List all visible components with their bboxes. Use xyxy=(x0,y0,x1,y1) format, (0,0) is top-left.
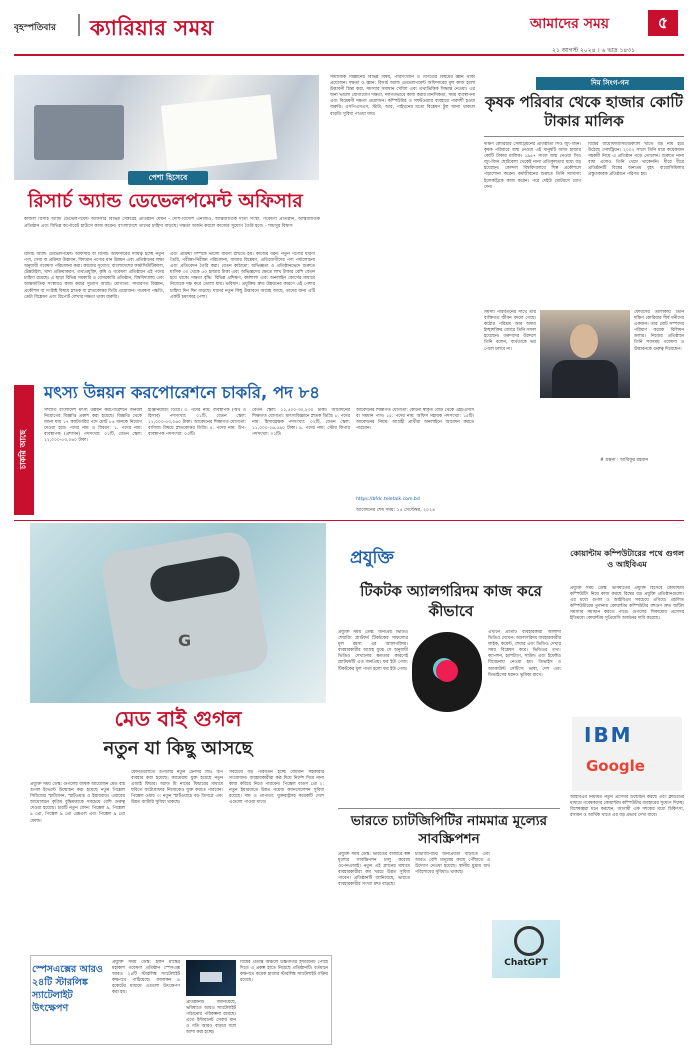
header-day: বৃহস্পতিবার xyxy=(14,23,56,33)
dimsing-col3: সমস্যা পরিবর্তনের সাথে তার ব্যক্তিগত জীবন বদলে গেছে। কঠোর পরিশ্রম আর অদম্য ইচ্ছাশক্তির জোরে তিনি সফল হয়েছেন। তরুণদের উদ্দেশে তিনি বলেন, ব্যর্থতাকে ভয় পেলে চলবে না। xyxy=(484,310,536,352)
tiktok-note-icon xyxy=(436,660,458,682)
dimsing-col1: দক্ষিণ কোরিয়ার সেলট্রিয়নের প্রতিষ্ঠাতা সিও জুং-জিন। কৃষক পরিবারে জন্ম নেওয়া এই মানুষটি আজ হাজার কোটি টাকার মালিক। ১৯৫৭ সালে জন্ম নেওয়া সিও জুং-জিন ছোটবেলা থেকেই নানা প্রতিকূলতার মধ্যে বড় হয়েছেন। কোন্দল বিশ্ববিদ্যালয়ে শিল্প প্রকৌশলে পড়াশোনা করেন। কর্মজীবনের শুরুতে তিনি স্যামসাং ইলেকট্রিকে কাজ করেন। পরে দেইউ মোটরসে যোগ দেন। xyxy=(484,142,581,190)
header-rule xyxy=(14,54,684,56)
chatgpt-logo-text: ChatGPT xyxy=(504,958,548,968)
page-number: ৫ xyxy=(648,10,678,36)
google-g-icon: G xyxy=(178,631,192,650)
starlink-col2: বিশ্বের প্রত্যন্ত অঞ্চলে উচ্চগতির ইন্টারনেট পৌঁছে দিতে এ প্রকল্প হাতে নিয়েছে প্রতিষ্ঠানটি। বর্তমানে কক্ষপথে কয়েক হাজার স্টারলিঙ্ক স্যাটেলাইট সক্রিয় রয়েছে। xyxy=(240,960,328,984)
tiktok-image xyxy=(412,632,482,712)
tiktok-headline: টিকটক অ্যালগরিদম কাজ করে কীভাবে xyxy=(360,582,542,620)
dimsing-footer xyxy=(484,400,684,460)
phone-shape xyxy=(99,529,271,693)
section-title: ক্যারিয়ার সময় xyxy=(90,16,214,40)
quantum-image xyxy=(572,717,682,791)
satellite-icon xyxy=(200,972,222,982)
mbg-col3: সবচেয়ে বড় পরিবর্তন হচ্ছে জেমিনি সহকারীর সংযোজন। ব্যবহারকারীরা কণ্ঠ দিয়ে নির্দেশ দিয়ে নানা কাজ করিয়ে নিতে পারবেন। পিক্সেল বাডস প্রো ২: নতুন ইয়ারবাডে উন্নত নয়েজ ক্যানসেলেশন সুবিধা রয়েছে। দাম ও প্রাপ্যতা: যুক্তরাষ্ট্রসহ কয়েকটি দেশে এগুলো পাওয়া যাবে। xyxy=(229,770,324,806)
portrait-face xyxy=(570,324,598,358)
quantum-col2: আইবিএম নিয়মিত নতুন প্রসেসর উন্মোচন করছে এবং ক্লাউডের মাধ্যমে গবেষকদের কোয়ান্টাম কম্পিউটার ব্যবহারের সুযোগ দিচ্ছে। বিশেষজ্ঞরা মনে করছেন, আগামী এক দশকের মধ্যে চিকিৎসা, রসায়ন ও আর্থিক খাতে এর বড় প্রভাব দেখা যাবে। xyxy=(570,795,684,819)
tiktok-col1: প্রযুক্তি সময় ডেস্ক: জনপ্রিয় ভিডিও শেয়ারিং প্ল্যাটফর্ম টিকটকের সাফল্যের মূল রহস্য এর অ্যালগরিদম। ব্যবহারকারীর আগ্রহ বুঝে সে অনুযায়ী ভিডিও দেখানোর ক্ষমতার কারণেই প্ল্যাটফর্মটি এত জনপ্রিয়। ফর ইউ পেজ: টিকটকের মূল পাতা হলো ফর ইউ পেজ। xyxy=(338,630,408,672)
starlink-image xyxy=(186,960,236,996)
chatgpt-rule xyxy=(338,808,560,809)
jobs-col3: বেতন স্কেল: ১২,৫০০-৩০,২৩০ টাকা। আবেদনের শিক্ষাগত যোগ্যতা: মাৎস্যবিজ্ঞানে স্নাতক ডিগ্রি। ৮. পদের নাম: হিসাবরক্ষক পদসংখ্যা: ০২টি, বেতন স্কেল: ১১,০০০-২৬,৫৯০ টাকা। ৯. পদের নাম: স্টোর কিপার পদসংখ্যা: ০১টি। xyxy=(252,408,350,438)
brand-logo xyxy=(530,12,642,34)
dimsing-photo xyxy=(540,310,630,398)
tiktok-col2: এখানে প্রতিটি ব্যবহারকারী আলাদা ভিডিও দেখেন। অ্যালগরিদম ব্যবহারকারীর লাইক, কমেন্ট, শেয়ার এবং ভিডিও দেখার সময় বিশ্লেষণ করে। ভিডিওর তথ্য: ক্যাপশন, হ্যাশট্যাগ, সাউন্ড এবং ইফেক্টও বিবেচনায় নেওয়া হয়। ডিভাইস ও অ্যাকাউন্ট সেটিংস: ভাষা, দেশ এবং ডিভাইসের ধরনও ভূমিকা রাখে। xyxy=(488,630,561,678)
jobs-col1: সম্প্রতি বাংলাদেশ মৎস্য উন্নয়ন করপোরেশনে জনবল নিয়োগের বিজ্ঞপ্তি প্রকাশ করা হয়েছে। বিজ্ঞপ্তি থেকে জানা যায় ১৭ ক্যাটাগরির পদে মোট ৮৪ জনকে নিয়োগ দেওয়া হবে। পদের নাম ও বিবরণ: ১. পদের নাম: ব্যবস্থাপক (প্রশাসন) পদসংখ্যা: ০১টি, বেতন স্কেল: ২২,০০০-৫৩,০৬০ টাকা। xyxy=(44,408,142,444)
pixel-photo xyxy=(30,523,326,703)
dimsing-col4: ফোর্বসের তালিকায় তিনি দক্ষিণ কোরিয়ার শীর্ষ ধনীদের একজন। তার মোট সম্পদের পরিমাণ কয়েক বিলিয়ন ডলার। নিজের প্রতিষ্ঠানে তিনি সবসময় গবেষণা ও উদ্ভাবনকে গুরুত্ব দিয়েছেন। xyxy=(634,310,684,352)
research-photo xyxy=(14,75,319,180)
starlink-headline: স্পেসএক্সের আরও ২৪টি স্টারলিঙ্ক স্যাটেলাইট উৎক্ষেপণ xyxy=(32,964,103,1014)
chatgpt-logo xyxy=(492,920,560,978)
brand-name: আমাদের সময় xyxy=(530,16,609,32)
portrait-suit xyxy=(552,360,618,398)
mbg-headline1: মেড বাই গুগল xyxy=(114,707,242,731)
research-col2: এবং প্রক্রিয়া সম্পর্কে ভালো ধারণা রাখতে হয়। কাজের ধরন: নতুন পণ্যের ধারণা তৈরি, পরীক্ষা-নিরীক্ষা পরিচালনা, বাজার বিশ্লেষণ, প্রতিযোগীদের পণ্য পর্যালোচনা এবং প্রতিবেদন তৈরি করা। বেতন কাঠামো: অভিজ্ঞতা ও প্রতিষ্ঠানভেদে শুরুতে মাসিক ৩০ থেকে ৫০ হাজার টাকা এবং অভিজ্ঞদের ক্ষেত্রে লাখ টাকার বেশি বেতন হয়ে থাকে। দক্ষতা বৃদ্ধি: বিভিন্ন প্রশিক্ষণ, কর্মশালা এবং অনলাইন কোর্সের মাধ্যমে নিজেকে দক্ষ করে তোলা যায়। ভবিষ্যৎ: প্রযুক্তির দ্রুত উন্নয়নের কারণে এই পেশার চাহিদা দিন দিন বাড়ছে। যাদের নতুন কিছু উদ্ভাবনে আগ্রহ আছে, তাদের জন্য এটি একটি চমৎকার পেশা। xyxy=(170,252,315,300)
dimsing-rule xyxy=(484,136,684,137)
tech-section: প্রযুক্তি xyxy=(350,548,394,568)
chatgpt-col3 xyxy=(415,980,560,1042)
quantum-headline: কোয়ান্টাম কম্পিউটারের পথে গুগল ও আইবিএম xyxy=(570,549,684,569)
mbg-col1: প্রযুক্তি সময় ডেস্ক: গুগলের বার্ষিক আয়োজন মেড বাই গুগল ইভেন্টে উন্মোচন করা হয়েছে নতুন পিক্সেল সিরিজের স্মার্টফোন, স্মার্টওয়াচ ও ইয়ারবাড। এবারের আয়োজনে কৃত্রিম বুদ্ধিমত্তাকে সবচেয়ে বেশি গুরুত্ব দেওয়া হয়েছে। চারটি নতুন ফোন: পিক্সেল ৯, পিক্সেল ৯ প্রো, পিক্সেল ৯ প্রো এক্সএল এবং পিক্সেল ৯ প্রো ফোল্ড। xyxy=(30,782,125,824)
research-tag: পেশা হিসেবে xyxy=(128,171,208,185)
research-col3: সামাজিক বিজ্ঞানের বিভিন্ন বিষয়, পরিসংখ্যান ও গণিতের বিষয়ের জ্ঞান থাকা প্রয়োজন। দক্ষতা ও জ্ঞান: রিসার্চ অ্যান্ড ডেভেলপমেন্ট অফিসারের মূল কাজ হলো উদ্ভাবনী চিন্তা করা, সমস্যার সমাধান খোঁজা এবং তথ্যভিত্তিক সিদ্ধান্ত নেওয়া। এর জন্য ভালো যোগাযোগ দক্ষতা, দলগতভাবে কাজ করার মানসিকতা, সময় ব্যবস্থাপনা এবং বিশ্লেষণী দক্ষতা প্রয়োজন। কম্পিউটার ও সফটওয়্যার ব্যবহারে পারদর্শী হওয়া জরুরি। এসপিএসএস, স্টাটা, আর, পাইথনের মতো বিশ্লেষণ টুল জানা থাকলে বাড়তি সুবিধা পাওয়া যায়। xyxy=(330,75,475,117)
header-divider xyxy=(78,14,80,36)
jobs-deadline: আবেদনের শেষ সময়: ১৫ সেপ্টেম্বর, ২০২৪ xyxy=(356,508,436,513)
dimsing-col2: বিশ্বের বায়োফার্মাসিউটিক্যাল খাতে বড় নাম হয়ে উঠেছে সেলট্রিয়ন। ২০০২ সালে তিনি মাত্র কয়েকজন সহকর্মী নিয়ে এ প্রতিষ্ঠান গড়ে তোলেন। শুরুতে নানা বাধা এলেও তিনি থেমে থাকেননি। ধীরে ধীরে প্রতিষ্ঠানটি বিশ্বের অন্যতম বৃহৎ বায়োসিমিলার প্রস্তুতকারক প্রতিষ্ঠানে পরিণত হয়। xyxy=(588,142,684,178)
jobs-col2: ইঞ্জিনিয়ারিং ডিগ্রি। ৩. পদের নাম: ব্যবস্থাপক (অর্থ ও হিসাব) পদসংখ্যা: ০১টি, বেতন স্কেল: ২২,০০০-৫৩,০৬০ টাকা। আবেদনের শিক্ষাগত যোগ্যতা: বাণিজ্য বিষয়ে স্নাতকোত্তর ডিগ্রি। ৪. পদের নাম: উপ-ব্যবস্থাপক পদসংখ্যা: ০৩টি। xyxy=(148,408,246,438)
jobs-side-label: চাকরি আছে xyxy=(18,429,28,470)
paper-shape xyxy=(161,94,277,170)
jobs-col4: আবেদনের শিক্ষাগত যোগ্যতা: কোনো স্বীকৃত বোর্ড থেকে এইচএসসি বা সমমান পাস। ১৫. পদের নাম: অফিস সহায়ক পদসংখ্যা: ১৫টি। আবেদনের নিয়ম: আগ্রহী প্রার্থীরা অনলাইনে আবেদন করতে পারবেন। xyxy=(356,408,474,432)
starlink-col1: প্রযুক্তি সময় ডেস্ক: ইলন মাস্কের মহাকাশ গবেষণা প্রতিষ্ঠান স্পেসএক্স আরও ২৪টি স্টারলিঙ্ক স্যাটেলাইট কক্ষপথে পাঠিয়েছে। ফ্যালকন ৯ রকেটের মাধ্যমে এগুলো উৎক্ষেপণ করা হয়। xyxy=(112,960,180,996)
research-intro: কাজল রিসার্চ অ্যান্ড ডেভেলপমেন্ট অফিসার বিভিন্ন সেক্টরেই প্রতিষ্ঠান যেমন - দেশি-বিদেশি এনজিও, আন্তর্জাতিক দাতা সংস্থা, গবেষণা প্রতিষ্ঠান, আন্তর্জাতিক প্রতিষ্ঠান এবং বিভিন্ন কর্পোরেট হাউসে কাজ করেন। বাংলাদেশে তাদের চাহিদা বাড়ছে। দক্ষতা অর্জন করলে কাজের সুযোগ তৈরি হবে। - শামসুর বিশ্বাস xyxy=(24,217,320,229)
google-logo: Google xyxy=(586,757,645,775)
research-col1: রিসার্চ অ্যান্ড ডেভেলপমেন্ট অফিসার বা রিসার্চ অফিসারের দায়িত্ব হচ্ছে নতুন পণ্য, সেবা বা প্রক্রিয়া উদ্ভাবন, বিদ্যমান পণ্যের মান উন্নয়ন এবং প্রতিষ্ঠানের লক্ষ্য অনুযায়ী গবেষণা পরিচালনা করা। কাজের সুযোগ: বাংলাদেশের ফার্মাসিউটিক্যাল, টেক্সটাইল, খাদ্য প্রক্রিয়াকরণ, তথ্যপ্রযুক্তি, কৃষি ও গবেষণা প্রতিষ্ঠানে এই পদের চাহিদা রয়েছে। এ ছাড়া বিভিন্ন সরকারি ও বেসরকারি প্রতিষ্ঠান, বিশ্ববিদ্যালয় এবং আন্তর্জাতিক সংস্থায়ও কাজ করার সুযোগ আছে। যোগ্যতা: সাধারণত বিজ্ঞান, প্রকৌশল বা সংশ্লিষ্ট বিষয়ে স্নাতক বা স্নাতকোত্তর ডিগ্রি প্রয়োজন। গবেষণা পদ্ধতি, ডেটা বিশ্লেষণ এবং রিপোর্ট লেখার দক্ষতা থাকা জরুরি। xyxy=(24,252,164,300)
chatgpt-col2: চ্যাটজিপিটির জনপ্রিয়তা বাড়াতে এবং আরও বেশি মানুষের কাছে পৌঁছাতে এ উদ্যোগ নেওয়া হয়েছে। স্থানীয় মুদ্রায় অর্থ পরিশোধের সুবিধাও থাকছে। xyxy=(415,852,490,876)
chatgpt-col1: প্রযুক্তি সময় ডেস্ক: ভারতের বাজারে স্বল্প মূল্যের সাবস্ক্রিপশন চালু করেছে ওপেনএআই। নতুন এই প্ল্যানের মাধ্যমে ব্যবহারকারীরা কম খরচে উন্নত সুবিধা পাবেন। প্রতিষ্ঠানটি জানিয়েছে, ভারতে ব্যবহারকারীর সংখ্যা দ্রুত বাড়ছে। xyxy=(338,852,410,888)
quantum-col1: প্রযুক্তি সময় ডেস্ক: ভবিষ্যতের প্রযুক্তি হিসেবে কোয়ান্টাম কম্পিউটিং নিয়ে কাজ করছে বিশ্বের বড় প্রযুক্তি প্রতিষ্ঠানগুলো। এর মধ্যে গুগল ও আইবিএম সবচেয়ে এগিয়ে। প্রচলিত কম্পিউটারের তুলনায় কোয়ান্টাম কম্পিউটার বহুগুণ দ্রুত জটিল সমস্যার সমাধান করতে পারে। গুগলের সিকামোর প্রসেসর ইতিমধ্যে কোয়ান্টাম সুপ্রিমেসি অর্জনের দাবি করেছে। xyxy=(570,586,684,622)
ibm-logo: IBM xyxy=(584,723,633,747)
jobs-link[interactable]: https://bfdc.teletalk.com.bd xyxy=(356,497,420,502)
header-date: ২১ আগস্ট ২০২৪ । ৬ ভাদ্র ১৪৩১ xyxy=(552,47,636,54)
dimsing-byline: দিম সিংগ-গন xyxy=(536,77,684,90)
mid-rule xyxy=(14,520,684,521)
jobs-side-tag xyxy=(14,385,34,515)
chatgpt-headline: ভারতে চ্যাটজিপিটির নামমাত্র মূল্যের সাবস্ক্রিপশন xyxy=(350,813,548,847)
laptop-shape xyxy=(34,105,124,160)
dimsing-credit: # গ্রন্থনা : আরিফুর রহমান xyxy=(600,458,649,463)
research-headline: রিসার্চ অ্যান্ড ডেভেলপমেন্ট অফিসার xyxy=(28,190,303,212)
starlink-col3: প্রতিষ্ঠানটি জানিয়েছে, ভবিষ্যতে আরও স্যাটেলাইট পাঠানোর পরিকল্পনা রয়েছে। এতে ইন্টারনেট সেবার মান ও গতি আরও বাড়বে বলে আশা করা হচ্ছে। xyxy=(186,1000,236,1036)
mbg-headline2: নতুন যা কিছু আসছে xyxy=(103,738,253,759)
openai-knot-icon xyxy=(514,926,544,956)
jobs-headline: মৎস্য উন্নয়ন করপোরেশনে চাকরি, পদ ৮৪ xyxy=(44,383,320,402)
mbg-col2: ফোনগুলোতে গুগলের নতুন টেনসর জি৪ চিপ ব্যবহার করা হয়েছে। ক্যামেরায় যুক্ত হয়েছে নতুন এআই ফিচার। অ্যাড মি নামের ফিচারের মাধ্যমে ছবিতে ফটোগ্রাফার নিজেকেও যুক্ত করতে পারবেন। পিক্সেল ওয়াচ ৩: নতুন স্মার্টওয়াচে বড় ডিসপ্লে এবং উন্নত ব্যাটারি সুবিধা থাকছে। xyxy=(131,770,223,806)
dimsing-headline: কৃষক পরিবার থেকে হাজার কোটি টাকার মালিক xyxy=(485,93,683,130)
